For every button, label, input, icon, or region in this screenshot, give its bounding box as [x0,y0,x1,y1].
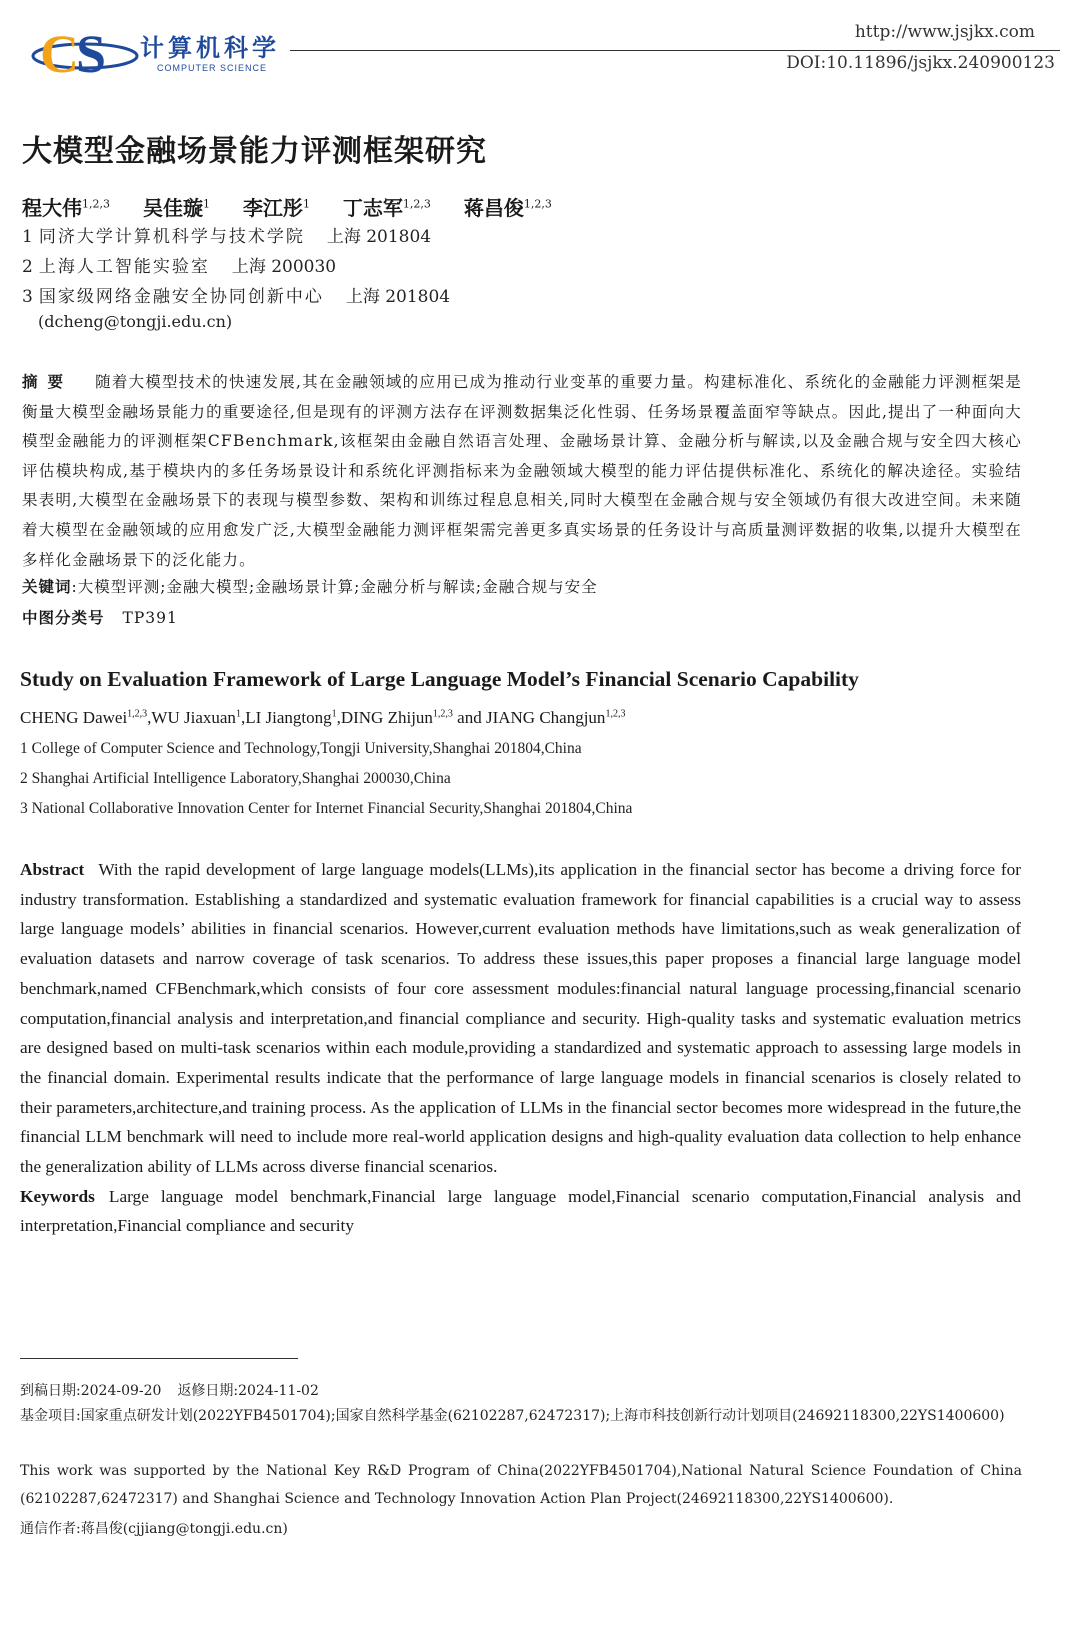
header-divider [290,50,1060,51]
abstract-cn [22,368,1022,575]
journal-name-cn: 计算机科学 [140,34,280,62]
affiliation-cn: 1 同济大学计算机科学与技术学院 上海 201804 [22,227,432,247]
abstract-en [20,855,1021,1241]
received-dates: 到稿日期:2024-09-20 返修日期:2024-11-02 [20,1383,319,1399]
contact-email: (dcheng@tongji.edu.cn) [38,312,233,331]
author-cn: 蒋昌俊$^{1,2,3}$ [463,196,552,220]
author-list-cn [22,192,578,221]
affiliation-cn: 2 上海人工智能实验室 上海 200030 [22,257,337,277]
affiliation-en: 3 National Collaborative Innovation Center for Internet Financial Security,Shanghai 201804,China [20,800,633,817]
abstract-text-cn: 随着大模型技术的快速发展,其在金融领域的应用已成为推动行业变革的重要力量。构建标准化、系统化的金融能力评测框架是衡量大模型金融场景能力的重要途径,但是现有的评测方法存在评测数据集泛化性弱、任务场景覆盖面窄等缺点。因此,提出了一种面向大模型金融能力的评测框架CFBenchmark,该框架由金融自然语言处理、金融场景计算、金融分析与解读,以及金融合规与安全四大核心评估模块构成,基于模块内的多任务场景设计和系统化评测指标来为金融领域大模型的能力评估提供标准化、系统化的解决途径。实验结果表明,大模型在金融场景下的表现与模型参数、架构和训练过程息息相关,同时大模型在金融合规与安全领域仍有很大改进空间。未来随着大模型在金融领域的应用愈发广泛,大模型金融能力测评框架需完善更多真实场景的任务设计与高质量测评数据的收集,以提升大模型在多样化金融场景下的泛化能力。 [22,373,1022,569]
author-cn: 丁志军$^{1,2,3}$ [342,196,431,220]
author-cn: 程大伟$^{1,2,3}$ [22,196,110,220]
footnote-divider [20,1358,298,1359]
abstract-text-en: With the rapid development of large language models(LLMs),its application in the financial sector has become a driving force for industry transformation. Establishing a standardized and systematic evaluation framework for financial capabilities is a crucial way to assess large language models’ abilities in financial scenarios. However,current evaluation methods have limitations,such as weak generalization of evaluation datasets and narrow coverage of task scenarios. To address these issues,this paper proposes a financial large language model benchmark,named CFBenchmark,which consists of four core assessment modules:financial natural language processing,financial scenario computation,financial analysis and interpretation,and financial compliance and security. High-quality tasks and systematic evaluation metrics are designed based on multi-task scenarios within each module,providing a standardized and systematic approach to assessing large models in the financial domain. Experimental results indicate that the performance of large language models in financial scenarios is closely related to their parameters,architecture,and training process. As the application of LLMs in the financial sector becomes more widespread in the future,the financial LLM benchmark will need to include more real-world application designs and high-quality evaluation data collection to help enhance the generalization ability of LLMs across diverse financial scenarios. [20,860,1021,1177]
author-cn: 李江彤$^1$ [242,196,310,220]
svg-text:S: S [76,24,107,80]
author-list-en: CHENG Dawei$^{1,2,3}$,WU Jiaxuan$^1$,LI Jiangtong$^1$,DING Zhijun$^{1,2,3}$ and JIANG Changjun$^{1,2,3}$ [20,708,626,727]
keywords-en: Keywords Large language model benchmark,Financial large language model,Financial scenario computation,Financial analysis and interpretation,Financial compliance and security [20,1186,1021,1236]
abstract-label-cn: 摘要 [22,373,74,391]
corresponding-author: 通信作者:蒋昌俊(cjjiang@tongji.edu.cn) [20,1521,288,1537]
affiliation-en: 1 College of Computer Science and Technology,Tongji University,Shanghai 201804,China [20,740,582,757]
journal-url: http://www.jsjkx.com [854,22,1035,42]
affiliation-en: 2 Shanghai Artificial Intelligence Laboratory,Shanghai 200030,China [20,770,451,787]
funding-cn: 基金项目:国家重点研发计划(2022YFB4501704);国家自然科学基金(62102287,62472317);上海市科技创新行动计划项目(24692118300,22YS1400600) [20,1408,1005,1424]
abstract-label-en: Abstract [20,860,85,879]
author-cn: 吴佳璇$^1$ [142,196,210,220]
funding-en: This work was supported by the National Key R&D Program of China(2022YFB4501704),National Natural Science Foundation of China (62102287,62472317) and Shanghai Science and Technology Innovation Action Plan Project(24692118300,22YS1400600). [20,1463,1022,1507]
page-title-en: Study on Evaluation Framework of Large Language Model’s Financial Scenario Capability [20,667,859,691]
keywords-cn: 关键词:大模型评测;金融大模型;金融场景计算;金融分析与解读;金融合规与安全 [22,578,598,596]
page-title-cn: 大模型金融场景能力评测框架研究 [22,134,487,169]
classification-cn: 中图分类号 TP391 [22,609,178,627]
journal-name-en: COMPUTER SCIENCE [157,63,268,73]
journal-doi: DOI:10.11896/jsjkx.240900123 [786,53,1055,73]
svg-text:C: C [40,24,79,80]
affiliation-cn: 3 国家级网络金融安全协同创新中心 上海 201804 [22,287,451,307]
